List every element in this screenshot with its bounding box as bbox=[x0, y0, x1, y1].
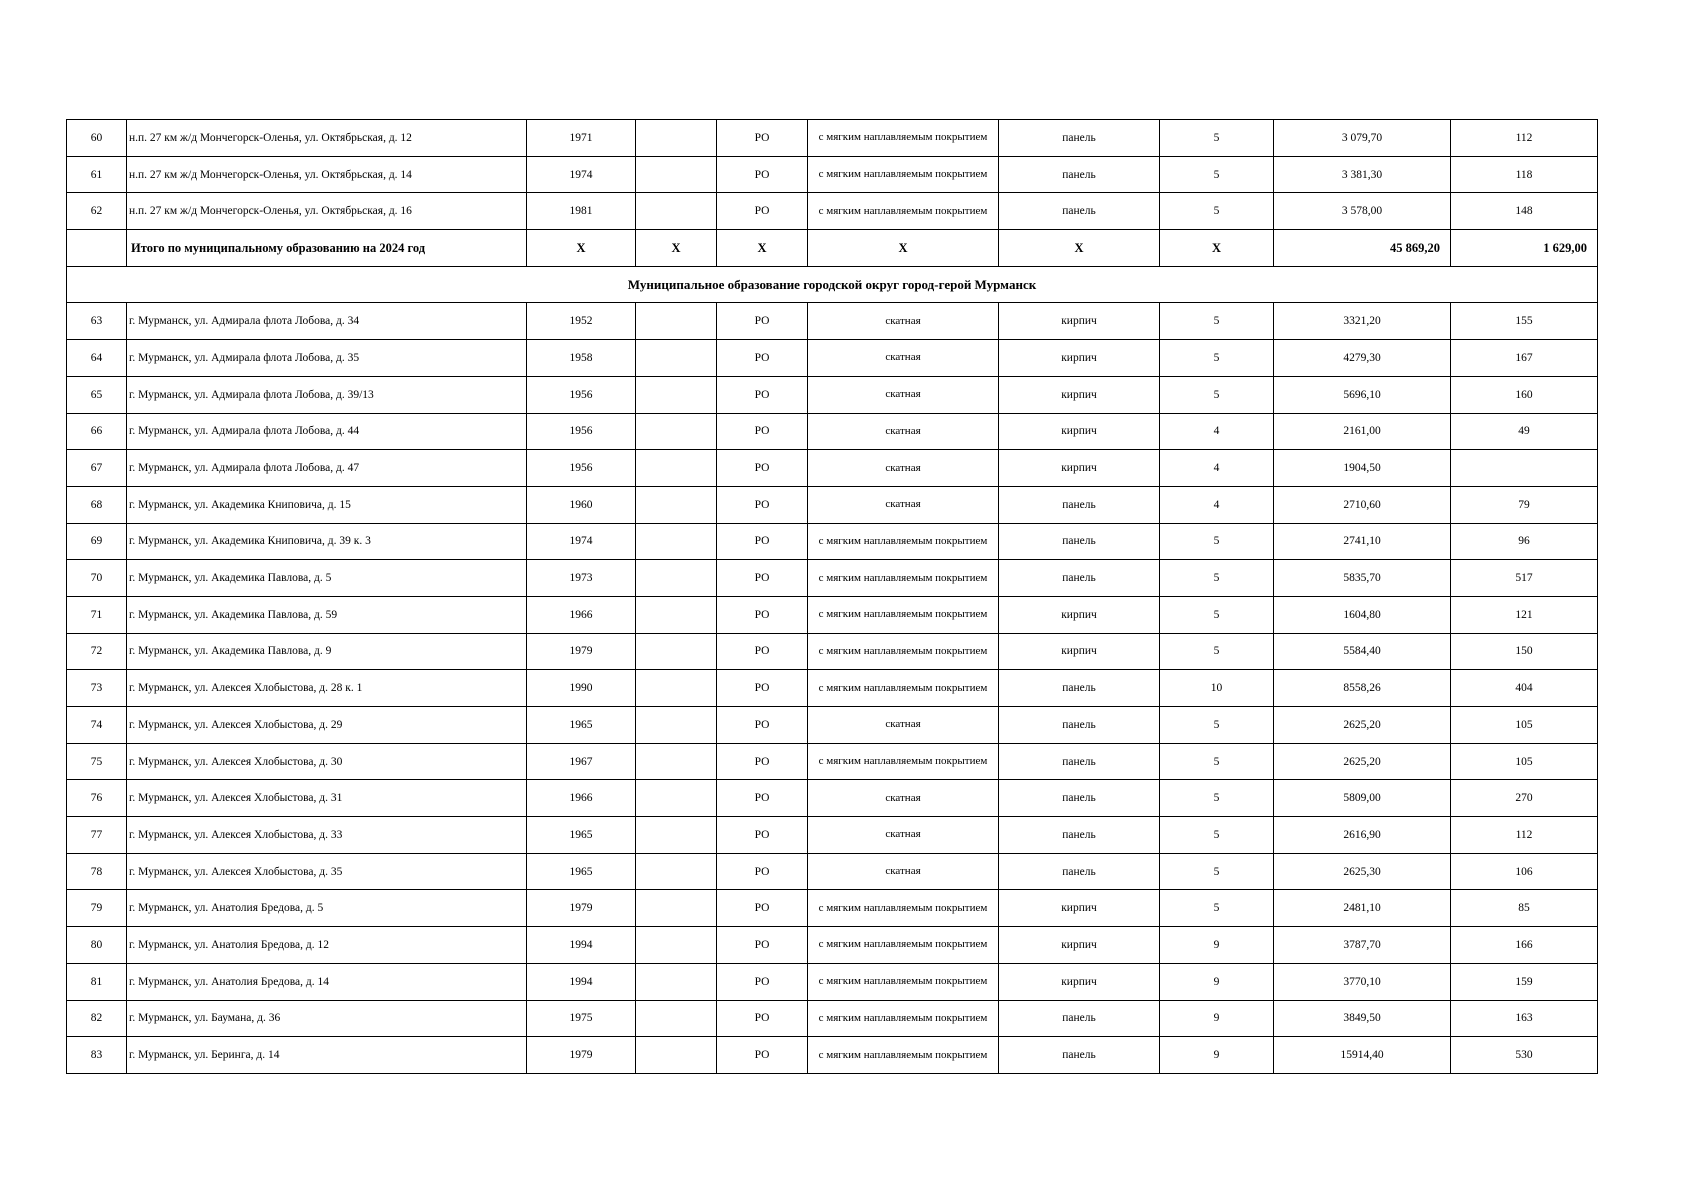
method: РО bbox=[717, 780, 808, 817]
build-year: 1965 bbox=[527, 707, 636, 744]
floors: 4 bbox=[1160, 450, 1274, 487]
floors: 5 bbox=[1160, 120, 1274, 157]
blank-cell bbox=[636, 633, 717, 670]
area: 2710,60 bbox=[1274, 486, 1451, 523]
build-year: 1979 bbox=[527, 890, 636, 927]
wall-material: панель bbox=[999, 156, 1160, 193]
floors: 5 bbox=[1160, 890, 1274, 927]
blank-cell bbox=[636, 743, 717, 780]
blank-cell bbox=[636, 486, 717, 523]
build-year: 1960 bbox=[527, 486, 636, 523]
row-number: 61 bbox=[67, 156, 127, 193]
method: РО bbox=[717, 1037, 808, 1074]
method: РО bbox=[717, 1000, 808, 1037]
row-number: 75 bbox=[67, 743, 127, 780]
row-number: 77 bbox=[67, 817, 127, 854]
residents: 49 bbox=[1451, 413, 1598, 450]
address: г. Мурманск, ул. Адмирала флота Лобова, д. 44 bbox=[127, 413, 527, 450]
method: РО bbox=[717, 890, 808, 927]
residents: 167 bbox=[1451, 340, 1598, 377]
method: РО bbox=[717, 963, 808, 1000]
address: г. Мурманск, ул. Баумана, д. 36 bbox=[127, 1000, 527, 1037]
area: 2625,20 bbox=[1274, 743, 1451, 780]
roof-type: скатная bbox=[808, 450, 999, 487]
blank-cell bbox=[636, 707, 717, 744]
floors: 5 bbox=[1160, 780, 1274, 817]
blank-cell bbox=[636, 890, 717, 927]
row-number: 81 bbox=[67, 963, 127, 1000]
floors: 4 bbox=[1160, 413, 1274, 450]
address: г. Мурманск, ул. Алексея Хлобыстова, д. 31 bbox=[127, 780, 527, 817]
table-row bbox=[67, 927, 1598, 964]
roof-type: с мягким наплавляемым покрытием bbox=[808, 890, 999, 927]
build-year: 1974 bbox=[527, 523, 636, 560]
wall-material: панель bbox=[999, 670, 1160, 707]
method: РО bbox=[717, 633, 808, 670]
build-year: 1990 bbox=[527, 670, 636, 707]
blank-cell bbox=[636, 303, 717, 340]
build-year: 1966 bbox=[527, 780, 636, 817]
row-number: 70 bbox=[67, 560, 127, 597]
wall-material: кирпич bbox=[999, 376, 1160, 413]
blank-cell bbox=[636, 450, 717, 487]
method: РО bbox=[717, 743, 808, 780]
row-number: 78 bbox=[67, 853, 127, 890]
address: н.п. 27 км ж/д Мончегорск-Оленья, ул. Октябрьская, д. 16 bbox=[127, 193, 527, 230]
address: г. Мурманск, ул. Алексея Хлобыстова, д. 29 bbox=[127, 707, 527, 744]
area: 3 381,30 bbox=[1274, 156, 1451, 193]
roof-type: с мягким наплавляемым покрытием bbox=[808, 560, 999, 597]
floors: 5 bbox=[1160, 817, 1274, 854]
method: РО bbox=[717, 596, 808, 633]
area: 3321,20 bbox=[1274, 303, 1451, 340]
wall-material: кирпич bbox=[999, 963, 1160, 1000]
wall-material: панель bbox=[999, 817, 1160, 854]
wall-material: панель bbox=[999, 1037, 1160, 1074]
method: РО bbox=[717, 486, 808, 523]
build-year: 1965 bbox=[527, 817, 636, 854]
residents: 148 bbox=[1451, 193, 1598, 230]
total-label: Итого по муниципальному образованию на 2024 год bbox=[127, 230, 527, 267]
blank-cell bbox=[636, 780, 717, 817]
method: РО bbox=[717, 927, 808, 964]
residents: 159 bbox=[1451, 963, 1598, 1000]
total-wall-x: X bbox=[999, 230, 1160, 267]
address: г. Мурманск, ул. Алексея Хлобыстова, д. 35 bbox=[127, 853, 527, 890]
total-num-cell bbox=[67, 230, 127, 267]
table-row bbox=[67, 890, 1598, 927]
blank-cell bbox=[636, 927, 717, 964]
table-row bbox=[67, 156, 1598, 193]
address: г. Мурманск, ул. Академика Павлова, д. 9 bbox=[127, 633, 527, 670]
wall-material: кирпич bbox=[999, 927, 1160, 964]
build-year: 1981 bbox=[527, 193, 636, 230]
residents: 517 bbox=[1451, 560, 1598, 597]
method: РО bbox=[717, 413, 808, 450]
table-row bbox=[67, 1037, 1598, 1074]
row-number: 83 bbox=[67, 1037, 127, 1074]
section-title: Муниципальное образование городской округ город-герой Мурманск bbox=[67, 266, 1598, 303]
roof-type: скатная bbox=[808, 340, 999, 377]
residents: 105 bbox=[1451, 743, 1598, 780]
residents: 163 bbox=[1451, 1000, 1598, 1037]
area: 15914,40 bbox=[1274, 1037, 1451, 1074]
total-year-x: X bbox=[527, 230, 636, 267]
table-row bbox=[67, 303, 1598, 340]
wall-material: панель bbox=[999, 1000, 1160, 1037]
wall-material: кирпич bbox=[999, 413, 1160, 450]
blank-cell bbox=[636, 523, 717, 560]
build-year: 1958 bbox=[527, 340, 636, 377]
address: г. Мурманск, ул. Алексея Хлобыстова, д. 30 bbox=[127, 743, 527, 780]
build-year: 1973 bbox=[527, 560, 636, 597]
total-method-x: X bbox=[717, 230, 808, 267]
build-year: 1956 bbox=[527, 376, 636, 413]
area: 2625,20 bbox=[1274, 707, 1451, 744]
table-row bbox=[67, 817, 1598, 854]
wall-material: кирпич bbox=[999, 450, 1160, 487]
roof-type: скатная bbox=[808, 486, 999, 523]
residents: 106 bbox=[1451, 853, 1598, 890]
build-year: 1966 bbox=[527, 596, 636, 633]
address: г. Мурманск, ул. Адмирала флота Лобова, д. 35 bbox=[127, 340, 527, 377]
address: г. Мурманск, ул. Беринга, д. 14 bbox=[127, 1037, 527, 1074]
area: 5809,00 bbox=[1274, 780, 1451, 817]
address: н.п. 27 км ж/д Мончегорск-Оленья, ул. Октябрьская, д. 14 bbox=[127, 156, 527, 193]
floors: 9 bbox=[1160, 963, 1274, 1000]
table-row bbox=[67, 633, 1598, 670]
address: г. Мурманск, ул. Алексея Хлобыстова, д. 28 к. 1 bbox=[127, 670, 527, 707]
wall-material: кирпич bbox=[999, 340, 1160, 377]
build-year: 1956 bbox=[527, 450, 636, 487]
blank-cell bbox=[636, 963, 717, 1000]
row-number: 68 bbox=[67, 486, 127, 523]
residents: 112 bbox=[1451, 120, 1598, 157]
area: 4279,30 bbox=[1274, 340, 1451, 377]
row-number: 79 bbox=[67, 890, 127, 927]
table-row bbox=[67, 963, 1598, 1000]
roof-type: с мягким наплавляемым покрытием bbox=[808, 193, 999, 230]
roof-type: с мягким наплавляемым покрытием bbox=[808, 523, 999, 560]
floors: 5 bbox=[1160, 633, 1274, 670]
area: 3 079,70 bbox=[1274, 120, 1451, 157]
area: 8558,26 bbox=[1274, 670, 1451, 707]
floors: 5 bbox=[1160, 156, 1274, 193]
municipal-total-row bbox=[67, 230, 1598, 267]
roof-type: скатная bbox=[808, 376, 999, 413]
method: РО bbox=[717, 707, 808, 744]
residents bbox=[1451, 450, 1598, 487]
blank-cell bbox=[636, 413, 717, 450]
wall-material: панель bbox=[999, 780, 1160, 817]
roof-type: с мягким наплавляемым покрытием bbox=[808, 670, 999, 707]
roof-type: скатная bbox=[808, 780, 999, 817]
row-number: 82 bbox=[67, 1000, 127, 1037]
roof-type: скатная bbox=[808, 413, 999, 450]
roof-type: скатная bbox=[808, 817, 999, 854]
total-area: 45 869,20 bbox=[1274, 230, 1451, 267]
municipal-total-group bbox=[67, 230, 1598, 303]
row-number: 80 bbox=[67, 927, 127, 964]
roof-type: с мягким наплавляемым покрытием bbox=[808, 120, 999, 157]
blank-cell bbox=[636, 1000, 717, 1037]
floors: 5 bbox=[1160, 596, 1274, 633]
roof-type: с мягким наплавляемым покрытием bbox=[808, 743, 999, 780]
total-col4-x: X bbox=[636, 230, 717, 267]
table-row bbox=[67, 193, 1598, 230]
table-row bbox=[67, 376, 1598, 413]
row-number: 72 bbox=[67, 633, 127, 670]
blank-cell bbox=[636, 670, 717, 707]
row-number: 76 bbox=[67, 780, 127, 817]
table-row bbox=[67, 120, 1598, 157]
method: РО bbox=[717, 817, 808, 854]
address: г. Мурманск, ул. Адмирала флота Лобова, д. 34 bbox=[127, 303, 527, 340]
wall-material: кирпич bbox=[999, 596, 1160, 633]
wall-material: панель bbox=[999, 523, 1160, 560]
area: 3 578,00 bbox=[1274, 193, 1451, 230]
area: 3770,10 bbox=[1274, 963, 1451, 1000]
area: 2161,00 bbox=[1274, 413, 1451, 450]
blank-cell bbox=[636, 817, 717, 854]
floors: 9 bbox=[1160, 927, 1274, 964]
method: РО bbox=[717, 670, 808, 707]
total-roof-x: X bbox=[808, 230, 999, 267]
table-row bbox=[67, 853, 1598, 890]
address: г. Мурманск, ул. Академика Павлова, д. 5 bbox=[127, 560, 527, 597]
floors: 5 bbox=[1160, 523, 1274, 560]
floors: 5 bbox=[1160, 853, 1274, 890]
wall-material: панель bbox=[999, 560, 1160, 597]
build-year: 1979 bbox=[527, 633, 636, 670]
floors: 5 bbox=[1160, 376, 1274, 413]
area: 2481,10 bbox=[1274, 890, 1451, 927]
residents: 105 bbox=[1451, 707, 1598, 744]
method: РО bbox=[717, 523, 808, 560]
residents: 121 bbox=[1451, 596, 1598, 633]
table-row bbox=[67, 486, 1598, 523]
floors: 9 bbox=[1160, 1037, 1274, 1074]
residents: 155 bbox=[1451, 303, 1598, 340]
residents: 270 bbox=[1451, 780, 1598, 817]
address: г. Мурманск, ул. Академика Книповича, д. 15 bbox=[127, 486, 527, 523]
roof-type: с мягким наплавляемым покрытием bbox=[808, 1037, 999, 1074]
blank-cell bbox=[636, 1037, 717, 1074]
table-row bbox=[67, 780, 1598, 817]
wall-material: панель bbox=[999, 853, 1160, 890]
residents: 79 bbox=[1451, 486, 1598, 523]
floors: 5 bbox=[1160, 303, 1274, 340]
row-number: 62 bbox=[67, 193, 127, 230]
total-floors-x: X bbox=[1160, 230, 1274, 267]
build-year: 1965 bbox=[527, 853, 636, 890]
floors: 4 bbox=[1160, 486, 1274, 523]
residents: 530 bbox=[1451, 1037, 1598, 1074]
table-row bbox=[67, 707, 1598, 744]
roof-type: с мягким наплавляемым покрытием bbox=[808, 927, 999, 964]
row-number: 63 bbox=[67, 303, 127, 340]
build-year: 1994 bbox=[527, 927, 636, 964]
table-row bbox=[67, 523, 1598, 560]
area: 3787,70 bbox=[1274, 927, 1451, 964]
roof-type: с мягким наплавляемым покрытием bbox=[808, 596, 999, 633]
build-year: 1994 bbox=[527, 963, 636, 1000]
row-number: 74 bbox=[67, 707, 127, 744]
method: РО bbox=[717, 560, 808, 597]
address: г. Мурманск, ул. Академика Павлова, д. 59 bbox=[127, 596, 527, 633]
floors: 5 bbox=[1160, 707, 1274, 744]
floors: 5 bbox=[1160, 743, 1274, 780]
row-number: 73 bbox=[67, 670, 127, 707]
residents: 85 bbox=[1451, 890, 1598, 927]
table-row bbox=[67, 560, 1598, 597]
wall-material: панель bbox=[999, 120, 1160, 157]
roof-type: скатная bbox=[808, 303, 999, 340]
wall-material: панель bbox=[999, 707, 1160, 744]
blank-cell bbox=[636, 120, 717, 157]
table-row bbox=[67, 413, 1598, 450]
build-year: 1975 bbox=[527, 1000, 636, 1037]
address: г. Мурманск, ул. Адмирала флота Лобова, д. 39/13 bbox=[127, 376, 527, 413]
method: РО bbox=[717, 193, 808, 230]
row-number: 64 bbox=[67, 340, 127, 377]
address: г. Мурманск, ул. Анатолия Бредова, д. 5 bbox=[127, 890, 527, 927]
area: 5696,10 bbox=[1274, 376, 1451, 413]
residents: 150 bbox=[1451, 633, 1598, 670]
build-year: 1956 bbox=[527, 413, 636, 450]
floors: 10 bbox=[1160, 670, 1274, 707]
row-number: 60 bbox=[67, 120, 127, 157]
wall-material: панель bbox=[999, 486, 1160, 523]
area: 5835,70 bbox=[1274, 560, 1451, 597]
method: РО bbox=[717, 120, 808, 157]
area: 2625,30 bbox=[1274, 853, 1451, 890]
wall-material: кирпич bbox=[999, 303, 1160, 340]
address: н.п. 27 км ж/д Мончегорск-Оленья, ул. Октябрьская, д. 12 bbox=[127, 120, 527, 157]
floors: 5 bbox=[1160, 340, 1274, 377]
table-row bbox=[67, 450, 1598, 487]
row-number: 71 bbox=[67, 596, 127, 633]
section-header-row bbox=[67, 266, 1598, 303]
row-number: 69 bbox=[67, 523, 127, 560]
wall-material: панель bbox=[999, 743, 1160, 780]
row-number: 65 bbox=[67, 376, 127, 413]
area: 1604,80 bbox=[1274, 596, 1451, 633]
blank-cell bbox=[636, 193, 717, 230]
area: 2741,10 bbox=[1274, 523, 1451, 560]
floors: 5 bbox=[1160, 193, 1274, 230]
residents: 160 bbox=[1451, 376, 1598, 413]
blank-cell bbox=[636, 560, 717, 597]
table-row bbox=[67, 743, 1598, 780]
blank-cell bbox=[636, 376, 717, 413]
build-year: 1971 bbox=[527, 120, 636, 157]
table-row bbox=[67, 340, 1598, 377]
address: г. Мурманск, ул. Анатолия Бредова, д. 14 bbox=[127, 963, 527, 1000]
blank-cell bbox=[636, 853, 717, 890]
address: г. Мурманск, ул. Академика Книповича, д. 39 к. 3 bbox=[127, 523, 527, 560]
blank-cell bbox=[636, 156, 717, 193]
build-year: 1952 bbox=[527, 303, 636, 340]
housing-register-table bbox=[66, 119, 1598, 1074]
residents: 112 bbox=[1451, 817, 1598, 854]
wall-material: панель bbox=[999, 193, 1160, 230]
blank-cell bbox=[636, 340, 717, 377]
row-number: 66 bbox=[67, 413, 127, 450]
roof-type: скатная bbox=[808, 853, 999, 890]
address: г. Мурманск, ул. Анатолия Бредова, д. 12 bbox=[127, 927, 527, 964]
method: РО bbox=[717, 156, 808, 193]
method: РО bbox=[717, 340, 808, 377]
table-row bbox=[67, 596, 1598, 633]
build-year: 1967 bbox=[527, 743, 636, 780]
floors: 5 bbox=[1160, 560, 1274, 597]
method: РО bbox=[717, 853, 808, 890]
roof-type: с мягким наплавляемым покрытием bbox=[808, 1000, 999, 1037]
area: 2616,90 bbox=[1274, 817, 1451, 854]
rows-group-b bbox=[67, 303, 1598, 1073]
blank-cell bbox=[636, 596, 717, 633]
roof-type: с мягким наплавляемым покрытием bbox=[808, 156, 999, 193]
table-row bbox=[67, 670, 1598, 707]
floors: 9 bbox=[1160, 1000, 1274, 1037]
address: г. Мурманск, ул. Алексея Хлобыстова, д. 33 bbox=[127, 817, 527, 854]
wall-material: кирпич bbox=[999, 890, 1160, 927]
method: РО bbox=[717, 303, 808, 340]
row-number: 67 bbox=[67, 450, 127, 487]
table-row bbox=[67, 1000, 1598, 1037]
residents: 96 bbox=[1451, 523, 1598, 560]
roof-type: скатная bbox=[808, 707, 999, 744]
rows-group-a bbox=[67, 120, 1598, 230]
residents: 404 bbox=[1451, 670, 1598, 707]
method: РО bbox=[717, 450, 808, 487]
residents: 118 bbox=[1451, 156, 1598, 193]
wall-material: кирпич bbox=[999, 633, 1160, 670]
area: 5584,40 bbox=[1274, 633, 1451, 670]
address: г. Мурманск, ул. Адмирала флота Лобова, д. 47 bbox=[127, 450, 527, 487]
total-residents: 1 629,00 bbox=[1451, 230, 1598, 267]
build-year: 1974 bbox=[527, 156, 636, 193]
roof-type: с мягким наплавляемым покрытием bbox=[808, 963, 999, 1000]
method: РО bbox=[717, 376, 808, 413]
residents: 166 bbox=[1451, 927, 1598, 964]
roof-type: с мягким наплавляемым покрытием bbox=[808, 633, 999, 670]
area: 3849,50 bbox=[1274, 1000, 1451, 1037]
build-year: 1979 bbox=[527, 1037, 636, 1074]
area: 1904,50 bbox=[1274, 450, 1451, 487]
